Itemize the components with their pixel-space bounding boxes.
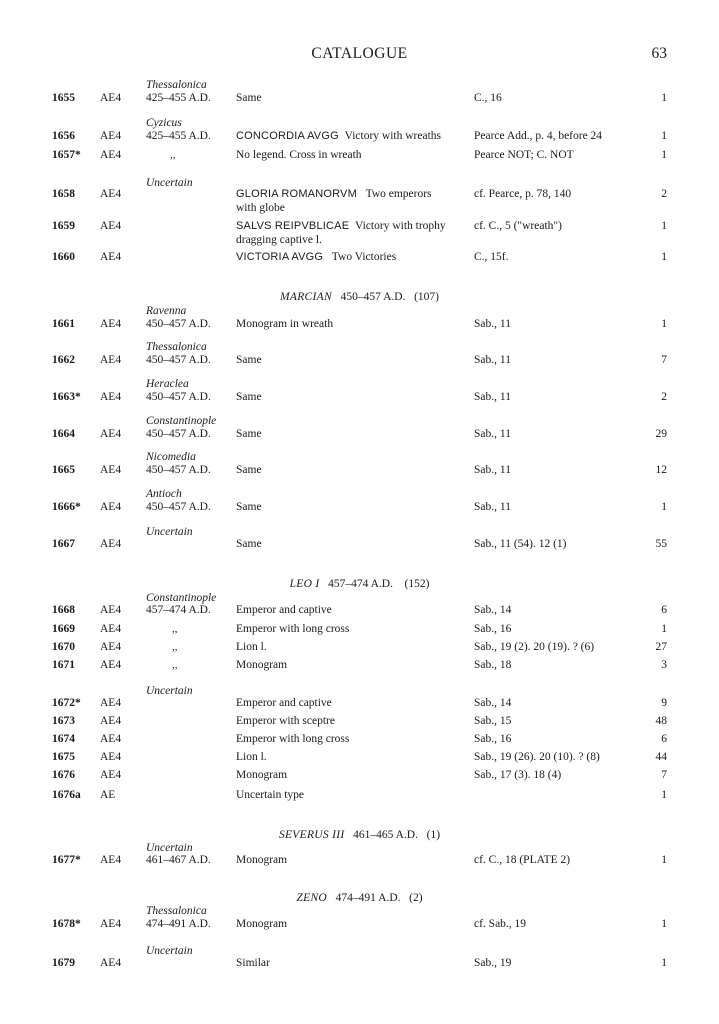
mint-label: Ravenna [146, 305, 187, 317]
entry-number: 1656 [52, 130, 75, 142]
catalogue-row-1668 [0, 604, 719, 620]
section-heading-zeno [0, 892, 719, 904]
reference: Sab., 16 [474, 623, 512, 635]
catalogue-row-1674 [0, 733, 719, 749]
section-heading-severus-iii [0, 829, 719, 841]
denomination: AE4 [100, 751, 122, 763]
description: Same [236, 501, 262, 513]
count: 1 [661, 92, 667, 104]
entry-number: 1671 [52, 659, 75, 671]
denomination: AE4 [100, 188, 122, 200]
description: Same [236, 92, 262, 104]
description: Emperor and captive [236, 697, 332, 709]
catalogue-row-1675 [0, 751, 719, 767]
count: 12 [655, 464, 667, 476]
reign-dates: 457–474 A.D. [328, 578, 393, 590]
mint-label: Uncertain [146, 685, 193, 697]
count: 1 [661, 149, 667, 161]
denomination: AE4 [100, 464, 122, 476]
catalogue-row-1679 [0, 957, 719, 973]
mint-date: 474–491 A.D. [146, 918, 211, 930]
description: Lion l. [236, 641, 267, 653]
ditto-mark: ,, [172, 659, 178, 671]
reference: Sab., 17 (3). 18 (4) [474, 769, 562, 781]
reference: Sab., 11 [474, 501, 511, 513]
mint-label: Constantinople [146, 592, 217, 604]
count: 48 [655, 715, 667, 727]
count: 1 [661, 130, 667, 142]
entry-number: 1670 [52, 641, 75, 653]
denomination: AE4 [100, 92, 122, 104]
reference: Sab., 11 (54). 12 (1) [474, 538, 567, 550]
reference: Sab., 15 [474, 715, 512, 727]
catalogue-row-1662 [0, 354, 719, 370]
catalogue-row-1669 [0, 623, 719, 639]
denomination: AE4 [100, 391, 122, 403]
reign-dates: 461–465 A.D. [353, 829, 418, 841]
denomination: AE [100, 789, 116, 801]
entry-number: 1672* [52, 697, 81, 709]
denomination: AE4 [100, 318, 122, 330]
denomination: AE4 [100, 538, 122, 550]
mint-label: Thessalonica [146, 905, 207, 917]
reference: Sab., 11 [474, 354, 511, 366]
mint-label: Constantinople [146, 415, 217, 427]
catalogue-row-1673 [0, 715, 719, 731]
count: 1 [661, 957, 667, 969]
description [236, 251, 396, 263]
catalogue-row-1666 [0, 501, 719, 517]
count: 3 [661, 659, 667, 671]
description: Same [236, 538, 262, 550]
description [236, 188, 432, 200]
entry-number: 1666* [52, 501, 81, 513]
entry-number: 1678* [52, 918, 81, 930]
catalogue-row-1657 [0, 149, 719, 165]
entry-number: 1667 [52, 538, 75, 550]
count: 29 [655, 428, 667, 440]
coin-legend: SALVS REIPVBLICAE [236, 220, 350, 232]
description: Emperor and captive [236, 604, 332, 616]
catalogue-row-1676a [0, 789, 719, 805]
reference: Sab., 16 [474, 733, 512, 745]
denomination: AE4 [100, 604, 122, 616]
entry-number: 1677* [52, 854, 81, 866]
mint-date: 450–457 A.D. [146, 318, 211, 330]
count: 1 [661, 251, 667, 263]
ditto-mark: ,, [170, 149, 176, 161]
reference: Pearce Add., p. 4, before 24 [474, 130, 603, 142]
mint-label: Cyzicus [146, 117, 182, 129]
ruler-name: MARCIAN [280, 291, 332, 303]
ditto-mark: ,, [172, 641, 178, 653]
mint-date: 450–457 A.D. [146, 501, 211, 513]
reference: Sab., 11 [474, 464, 511, 476]
mint-label: Uncertain [146, 945, 193, 957]
reference: Sab., 14 [474, 604, 512, 616]
section-heading-leo-i [0, 578, 719, 590]
denomination: AE4 [100, 659, 122, 671]
count: 2 [661, 188, 667, 200]
catalogue-row-1659 [0, 220, 719, 236]
entry-number: 1675 [52, 751, 75, 763]
catalogue-row-1658 [0, 188, 719, 204]
reference: Sab., 11 [474, 391, 511, 403]
catalogue-row-1672 [0, 697, 719, 713]
catalogue-row-1660 [0, 251, 719, 267]
description: No legend. Cross in wreath [236, 149, 362, 161]
denomination: AE4 [100, 733, 122, 745]
page-title: CATALOGUE [311, 45, 408, 62]
catalogue-row-1664 [0, 428, 719, 444]
denomination: AE4 [100, 149, 122, 161]
mint-label: Thessalonica [146, 79, 207, 91]
description: Monogram in wreath [236, 318, 334, 330]
denomination: AE4 [100, 769, 122, 781]
ruler-name: ZENO [296, 892, 328, 904]
denomination: AE4 [100, 623, 122, 635]
count: 55 [655, 538, 667, 550]
mint-label: Heraclea [146, 378, 189, 390]
description: Monogram [236, 854, 288, 866]
catalogue-row-1678 [0, 918, 719, 934]
type-text: Victory with wreaths [344, 130, 441, 142]
denomination: AE4 [100, 854, 122, 866]
reference: cf. Sab., 19 [474, 918, 527, 930]
page-number: 63 [651, 45, 667, 62]
entry-number: 1669 [52, 623, 75, 635]
mint-date: 425–455 A.D. [146, 130, 211, 142]
section-count: (152) [404, 578, 430, 590]
count: 1 [661, 318, 667, 330]
entry-number: 1655 [52, 92, 75, 104]
catalogue-row-1663 [0, 391, 719, 407]
mint-date: 450–457 A.D. [146, 354, 211, 366]
denomination: AE4 [100, 715, 122, 727]
count: 1 [661, 220, 667, 232]
description [236, 130, 441, 142]
section-count: (107) [414, 291, 439, 303]
mint-date: 457–474 A.D. [146, 604, 211, 616]
reference: Sab., 11 [474, 318, 511, 330]
entry-number: 1676a [52, 789, 81, 801]
description-continuation: dragging captive l. [236, 234, 322, 246]
count: 1 [661, 854, 667, 866]
ditto-mark: ,, [172, 623, 178, 635]
description: Similar [236, 957, 270, 969]
entry-number: 1664 [52, 428, 75, 440]
description [236, 220, 446, 232]
catalogue-row-1665 [0, 464, 719, 480]
count: 1 [661, 789, 667, 801]
reference: Sab., 11 [474, 428, 511, 440]
count: 44 [655, 751, 667, 763]
catalogue-row-1656 [0, 130, 719, 146]
mint-label: Nicomedia [146, 451, 196, 463]
denomination: AE4 [100, 354, 122, 366]
mint-label: Thessalonica [146, 341, 207, 353]
entry-number: 1657* [52, 149, 81, 161]
description: Same [236, 428, 262, 440]
mint-label: Antioch [146, 488, 182, 500]
type-text: Victory with trophy [355, 220, 446, 232]
denomination: AE4 [100, 130, 122, 142]
count: 1 [661, 918, 667, 930]
description: Emperor with long cross [236, 733, 350, 745]
description: Monogram [236, 659, 288, 671]
entry-number: 1668 [52, 604, 75, 616]
catalogue-row-1671 [0, 659, 719, 675]
count: 6 [661, 604, 667, 616]
denomination: AE4 [100, 428, 122, 440]
mint-label: Uncertain [146, 526, 193, 538]
catalogue-row-1661 [0, 318, 719, 334]
description: Same [236, 354, 262, 366]
catalogue-row-1677 [0, 854, 719, 870]
count: 7 [661, 354, 667, 366]
reference: C., 16 [474, 92, 502, 104]
denomination: AE4 [100, 251, 122, 263]
reference: Sab., 19 [474, 957, 512, 969]
description: Same [236, 391, 262, 403]
reference: C., 15f. [474, 251, 509, 263]
count: 9 [661, 697, 667, 709]
catalogue-row-1676 [0, 769, 719, 785]
description: Lion l. [236, 751, 267, 763]
entry-number: 1660 [52, 251, 75, 263]
description: Emperor with long cross [236, 623, 350, 635]
reference: Pearce NOT; C. NOT [474, 149, 574, 161]
mint-date: 425–455 A.D. [146, 92, 211, 104]
description: Same [236, 464, 262, 476]
denomination: AE4 [100, 220, 122, 232]
description: Monogram [236, 769, 288, 781]
catalogue-row-1655 [0, 92, 719, 108]
section-heading-marcian [0, 291, 719, 303]
reign-dates: 474–491 A.D. [335, 892, 401, 904]
count: 2 [661, 391, 667, 403]
count: 1 [661, 623, 667, 635]
section-count: (1) [426, 829, 441, 841]
mint-label: Uncertain [146, 177, 193, 189]
denomination: AE4 [100, 918, 122, 930]
coin-legend: GLORIA ROMANORVM [236, 188, 357, 200]
reference: Sab., 19 (2). 20 (19). ? (6) [474, 641, 595, 653]
denomination: AE4 [100, 957, 122, 969]
entry-number: 1662 [52, 354, 75, 366]
coin-legend: VICTORIA AVGG [236, 251, 324, 263]
reference: cf. C., 18 (PLATE 2) [474, 854, 571, 866]
coin-legend: CONCORDIA AVGG [236, 130, 339, 142]
denomination: AE4 [100, 501, 122, 513]
type-text: Two Victories [331, 251, 397, 263]
entry-number: 1663* [52, 391, 81, 403]
type-text: Two emperors [365, 188, 432, 200]
count: 7 [661, 769, 667, 781]
reference: cf. C., 5 ("wreath") [474, 220, 562, 232]
entry-number: 1661 [52, 318, 75, 330]
ruler-name: LEO I [289, 578, 320, 590]
entry-number: 1679 [52, 957, 75, 969]
mint-date: 450–457 A.D. [146, 391, 211, 403]
mint-label: Uncertain [146, 842, 193, 854]
reference: Sab., 14 [474, 697, 512, 709]
count: 1 [661, 501, 667, 513]
description: Emperor with sceptre [236, 715, 335, 727]
reference: cf. Pearce, p. 78, 140 [474, 188, 572, 200]
mint-date: 450–457 A.D. [146, 428, 211, 440]
description: Uncertain type [236, 789, 305, 801]
entry-number: 1659 [52, 220, 75, 232]
entry-number: 1676 [52, 769, 75, 781]
entry-number: 1658 [52, 188, 75, 200]
ruler-name: SEVERUS III [278, 829, 345, 841]
reference: Sab., 19 (26). 20 (10). ? (8) [474, 751, 600, 763]
entry-number: 1674 [52, 733, 75, 745]
description-continuation: with globe [236, 202, 285, 214]
entry-number: 1665 [52, 464, 75, 476]
reference: Sab., 18 [474, 659, 512, 671]
count: 6 [661, 733, 667, 745]
catalogue-row-1667 [0, 538, 719, 554]
denomination: AE4 [100, 641, 122, 653]
reign-dates: 450–457 A.D. [340, 291, 406, 303]
description: Monogram [236, 918, 288, 930]
section-count: (2) [409, 892, 423, 904]
mint-date: 461–467 A.D. [146, 854, 211, 866]
count: 27 [655, 641, 667, 653]
mint-date: 450–457 A.D. [146, 464, 211, 476]
denomination: AE4 [100, 697, 122, 709]
entry-number: 1673 [52, 715, 75, 727]
catalogue-row-1670 [0, 641, 719, 657]
